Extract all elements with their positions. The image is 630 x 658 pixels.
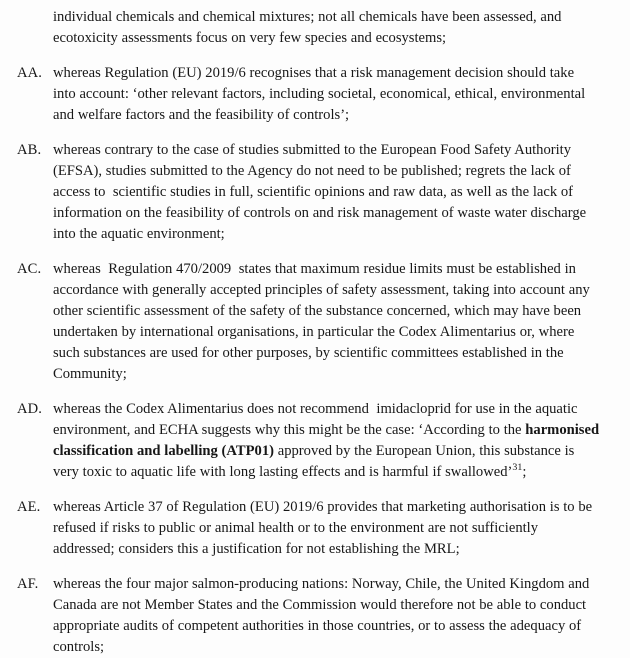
recital-text-segment: whereas Regulation (EU) 2019/6 recognises that a risk management decision should take into account: ‘other relevant factors, including societal, economical, ethical, environmental and welfare factors and the feasibility of controls’;: [53, 65, 589, 123]
recital-paragraph: [17, 574, 600, 658]
recital-text-segment: approved by the European Union, this substance is very toxic to aquatic life with long lasting effects and is harmful if swallowed’: [53, 443, 579, 480]
recital-paragraph: [17, 399, 603, 483]
recital-text-segment: individual chemicals and chemical mixtures; not all chemicals have been assessed, and ecotoxicity assessments focus on very few species and ecosystems;: [53, 9, 566, 46]
recital-paragraph: [17, 140, 600, 245]
recital-bold-segment: harmonised classification and labelling (ATP01): [53, 422, 603, 459]
recital-text-segment: whereas Regulation 470/2009 states that maximum residue limits must be established in accordance with generally accepted principles of safety assessment, taking into account any other scientific assessment of the safety of the substance concerned, which may have been undertaken by international organisations, in particular the Codex Alimentarius or, where such substances are used for other purposes, by scientific committees established in the Community;: [53, 261, 594, 382]
recital-text: [53, 497, 600, 560]
recital-text: [53, 259, 600, 385]
recital-text: [53, 7, 600, 49]
recital-label: AC.: [17, 261, 42, 277]
recital-label: AB.: [17, 142, 42, 158]
footnote-reference[interactable]: 31: [512, 462, 523, 474]
recital-paragraph: [17, 7, 600, 49]
recital-text-segment: ;: [522, 464, 527, 480]
recital-paragraph: [17, 259, 600, 385]
recital-label: AF.: [17, 576, 39, 592]
recital-paragraph: [17, 497, 600, 560]
recital-text-segment: whereas the Codex Alimentarius does not recommend imidacloprid for use in the aquatic environment, and ECHA suggests why this might be the case: ‘According to the: [53, 401, 582, 438]
recital-paragraph: [17, 63, 600, 126]
recital-text: [53, 399, 603, 483]
recital-label: AD.: [17, 401, 43, 417]
recital-text-segment: whereas Article 37 of Regulation (EU) 2019/6 provides that marketing authorisation is to be refused if risks to public or animal health or to the environment are not sufficiently addressed; considers this a justification for not establishing the MRL;: [53, 499, 596, 557]
recital-text: [53, 63, 600, 126]
recital-text: [53, 574, 600, 658]
recital-text: [53, 140, 600, 245]
recital-text-segment: whereas the four major salmon-producing nations: Norway, Chile, the United Kingdom and Canada are not Member States and the Commission would therefore not be able to conduct appropriate audits of competent authorities in those countries, or to assess the adequacy of controls;: [53, 576, 594, 655]
recital-label: AA.: [17, 65, 43, 81]
recital-text-segment: whereas contrary to the case of studies submitted to the European Food Safety Authority (EFSA), studies submitted to the Agency do not need to be published; regrets the lack of access to scientific studies in full, scientific opinions and raw data, as well as the lack of information on the feasibility of controls on and risk management of waste water discharge into the aquatic environment;: [53, 142, 590, 242]
recital-label: AE.: [17, 499, 41, 515]
